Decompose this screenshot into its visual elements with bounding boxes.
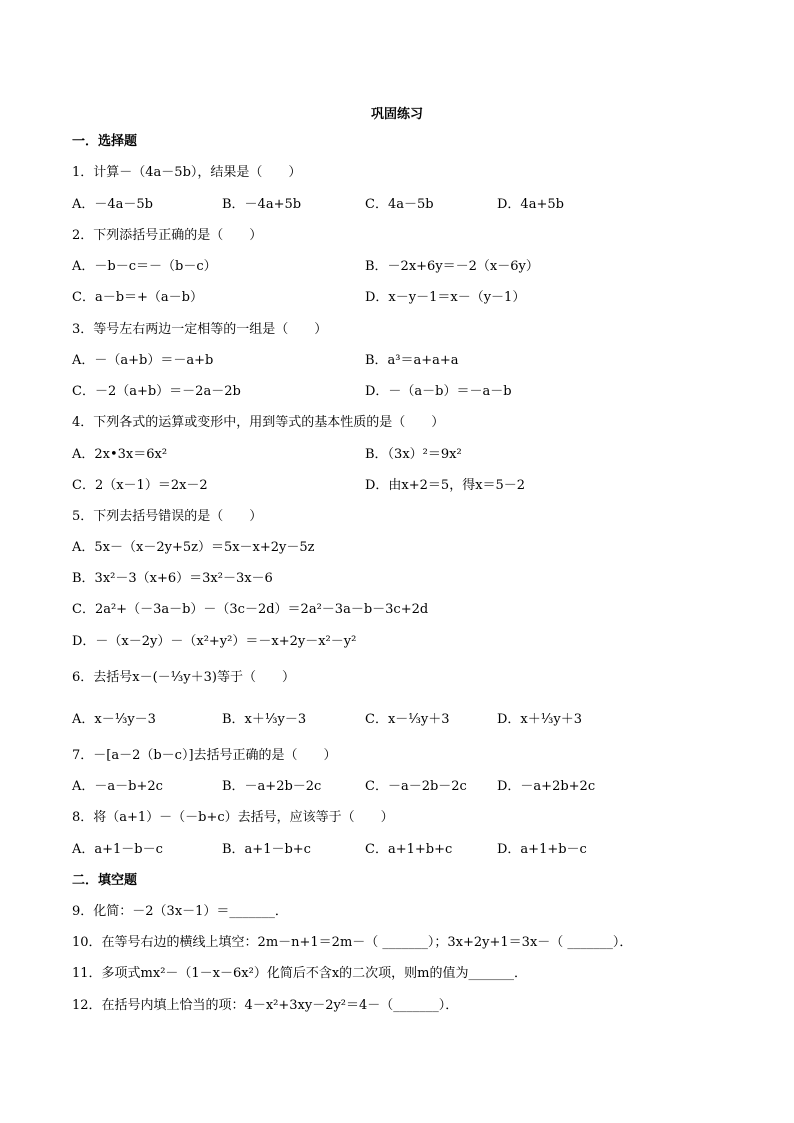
question-12: 12．在括号内填上恰当的项：4－x²+3xy－2y²＝4－（_______）．: [72, 998, 459, 1013]
q5-option-a: A．5x－（x－2y+5z）＝5x－x+2y－5z: [72, 540, 315, 555]
question-2-stem: 2．下列添括号正确的是（ ）: [72, 228, 263, 243]
q8-option-b: B．a+1－b+c: [222, 842, 311, 857]
q5-option-c: C．2a²+（－3a－b）－（3c－2d）＝2a²－3a－b－3c+2d: [72, 602, 429, 617]
q5-option-d: D．－（x－2y）－（x²+y²）＝－x+2y－x²－y²: [72, 634, 357, 649]
q3-option-c: C．－2（a+b）＝－2a－2b: [72, 384, 241, 399]
q7-option-c: C．－a－2b－2c: [365, 779, 467, 794]
section-heading-fill: 二．填空题: [72, 873, 138, 888]
q3-option-b: B．a³＝a+a+a: [365, 353, 459, 368]
q4-option-d: D．由x+2＝5，得x＝5－2: [365, 478, 526, 493]
question-6-options: [72, 712, 732, 728]
q3-option-a: A．－（a+b）＝－a+b: [72, 353, 214, 368]
question-4-options-row2: [72, 478, 732, 494]
question-4-options-row1: [72, 447, 732, 463]
page-title: 巩固练习: [370, 107, 423, 122]
question-2-options-row1: [72, 259, 732, 275]
question-2-options-row2: [72, 290, 732, 306]
q4-option-c: C．2（x－1）＝2x－2: [72, 478, 208, 493]
q1-option-c: C．4a－5b: [365, 197, 434, 212]
question-3-stem: 3．等号左右两边一定相等的一组是（ ）: [72, 322, 328, 337]
section-heading-choice: 一．选择题: [72, 134, 138, 149]
q5-option-b: B．3x²－3（x+6）＝3x²－3x－6: [72, 571, 273, 586]
q6-option-a: A．x－⅓y－3: [72, 712, 156, 727]
question-3-options-row2: [72, 384, 732, 400]
q1-option-d: D．4a+5b: [497, 197, 564, 212]
q8-option-c: C．a+1+b+c: [365, 842, 453, 857]
question-3-options-row1: [72, 353, 732, 369]
question-9: 9．化简：－2（3x－1）＝_______．: [72, 904, 288, 919]
q6-option-c: C．x－⅓y＋3: [365, 712, 450, 727]
question-1-options: [72, 197, 732, 213]
q2-option-c: C．a－b＝+（a－b）: [72, 290, 203, 305]
question-5-stem: 5．下列去括号错误的是（ ）: [72, 509, 263, 524]
q1-option-a: A．－4a－5b: [72, 197, 154, 212]
question-4-stem: 4．下列各式的运算或变形中，用到等式的基本性质的是（ ）: [72, 415, 445, 430]
question-10: 10．在等号右边的横线上填空：2m－n+1＝2m－（ _______）；3x+2y+1＝3x－（ _______）．: [72, 935, 633, 950]
question-7-stem: 7．－[a－2（b－c）]去括号正确的是（ ）: [72, 748, 337, 763]
q6-option-d: D．x＋⅓y＋3: [497, 712, 582, 727]
q1-option-b: B．－4a+5b: [222, 197, 302, 212]
question-8-options: [72, 842, 732, 858]
q2-option-d: D．x－y－1＝x－（y－1）: [365, 290, 526, 305]
q6-option-b: B．x＋⅓y－3: [222, 712, 307, 727]
q7-option-b: B．－a+2b－2c: [222, 779, 322, 794]
q8-option-a: A．a+1－b－c: [72, 842, 163, 857]
question-1-stem: 1．计算－（4a－5b），结果是（ ）: [72, 165, 302, 180]
q8-option-d: D．a+1+b－c: [497, 842, 587, 857]
q7-option-d: D．－a+2b+2c: [497, 779, 596, 794]
question-11: 11．多项式mx²－（1－x－6x²）化简后不含x的二次项，则m的值为_______．: [72, 966, 527, 981]
q4-option-b: B．（3x）²＝9x²: [365, 447, 462, 462]
q4-option-a: A．2x•3x＝6x²: [72, 447, 168, 462]
q2-option-a: A．－b－c＝－（b－c）: [72, 259, 217, 274]
q2-option-b: B．－2x+6y＝－2（x－6y）: [365, 259, 539, 274]
q7-option-a: A．－a－b+2c: [72, 779, 163, 794]
question-6-stem: 6．去括号x－(－⅓y＋3)等于（ ）: [72, 670, 295, 685]
question-7-options: [72, 779, 732, 795]
q3-option-d: D．－（a－b）＝－a－b: [365, 384, 512, 399]
question-8-stem: 8．将（a+1）－（－b+c）去括号，应该等于（ ）: [72, 810, 394, 825]
